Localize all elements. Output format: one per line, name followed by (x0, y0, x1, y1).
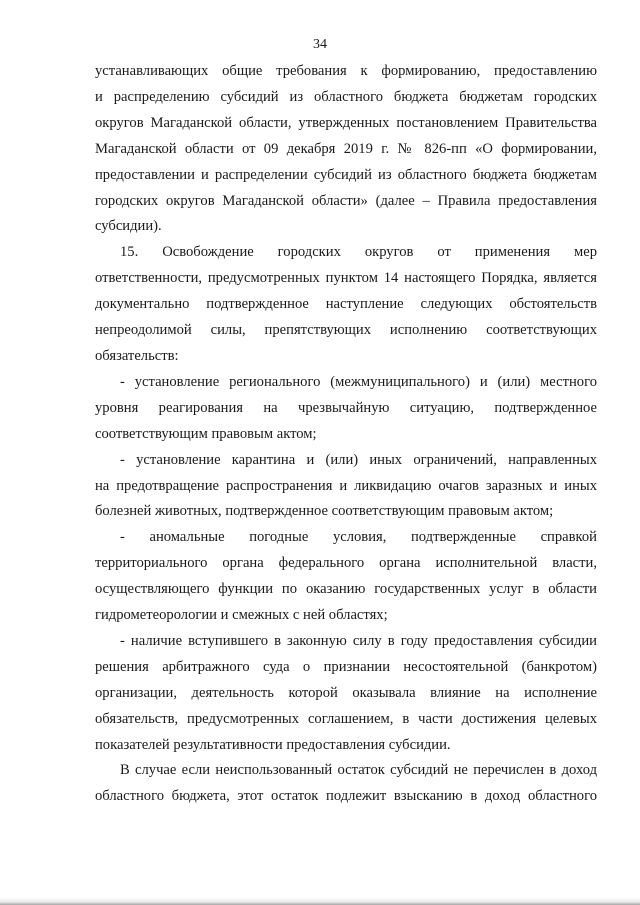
list-item-weather (95, 525, 597, 629)
text-line: округов Магаданской области, утвержденных постановлением Правительства (95, 114, 597, 131)
text-line: на предотвращение распространения и ликвидацию очагов заразных и иных (95, 477, 597, 494)
text-line: осуществляющего функции по оказанию государственных услуг в области (95, 581, 597, 598)
list-item-emergency (95, 370, 597, 448)
text-line: соответствующим правовым актом; (95, 425, 317, 442)
list-item-bankruptcy (95, 629, 597, 759)
text-line: 15. Освобождение городских округов от применения мер (120, 244, 597, 261)
text-line: уровня реагирования на чрезвычайную ситуацию, подтвержденное (95, 399, 597, 416)
paragraph-item-15 (95, 240, 597, 370)
text-line: документально подтвержденное наступление следующих обстоятельств (95, 296, 597, 313)
text-line: решения арбитражного суда о признании несостоятельной (банкротом) (95, 658, 597, 675)
text-line: показателей результативности предоставления субсидии. (95, 736, 451, 753)
text-line: гидрометеорологии и смежных с ней областях; (95, 607, 388, 624)
text-line: организации, деятельность которой оказывала влияние на исполнение (95, 684, 597, 701)
text-line: обязательств, предусмотренных соглашением, в части достижения целевых (95, 710, 597, 727)
text-line: В случае если неиспользованный остаток субсидий не перечислен в доход (120, 762, 597, 779)
text-line: предоставлении и распределении субсидий из областного бюджета бюджетам (95, 166, 597, 183)
text-line: болезней животных, подтвержденное соответствующим правовым актом; (95, 503, 554, 520)
scan-bottom-edge (0, 897, 640, 905)
text-line: - установление регионального (межмуниципального) и (или) местного (120, 373, 597, 390)
text-line: - наличие вступившего в законную силу в году предоставления субсидии (120, 632, 597, 649)
document-body (95, 59, 597, 810)
text-line: городских округов Магаданской области» (далее – Правила предоставления (95, 192, 597, 209)
paragraph-unused-remainder (95, 758, 597, 810)
text-line: территориального органа федерального органа исполнительной власти, (95, 555, 597, 572)
text-line: и распределению субсидий из областного бюджета бюджетам городских (95, 88, 597, 105)
text-line: Магаданской области от 09 декабря 2019 г. № 826-пп «О формировании, (95, 140, 597, 157)
text-line: ответственности, предусмотренных пунктом 14 настоящего Порядка, является (95, 270, 597, 287)
page-number: 34 (313, 37, 327, 52)
text-line: - установление карантина и (или) иных ограничений, направленных (120, 451, 597, 468)
text-line: субсидии). (95, 218, 162, 235)
paragraph-intro-continuation (95, 59, 597, 240)
text-line: - аномальные погодные условия, подтвержденные справкой (120, 529, 597, 546)
text-line: устанавливающих общие требования к формированию, предоставлению (95, 63, 597, 79)
list-item-quarantine (95, 448, 597, 526)
text-line: областного бюджета, этот остаток подлежит взысканию в доход областного (95, 788, 597, 805)
text-line: непреодолимой силы, препятствующих исполнению соответствующих (95, 322, 597, 339)
text-line: обязательств: (95, 347, 179, 364)
